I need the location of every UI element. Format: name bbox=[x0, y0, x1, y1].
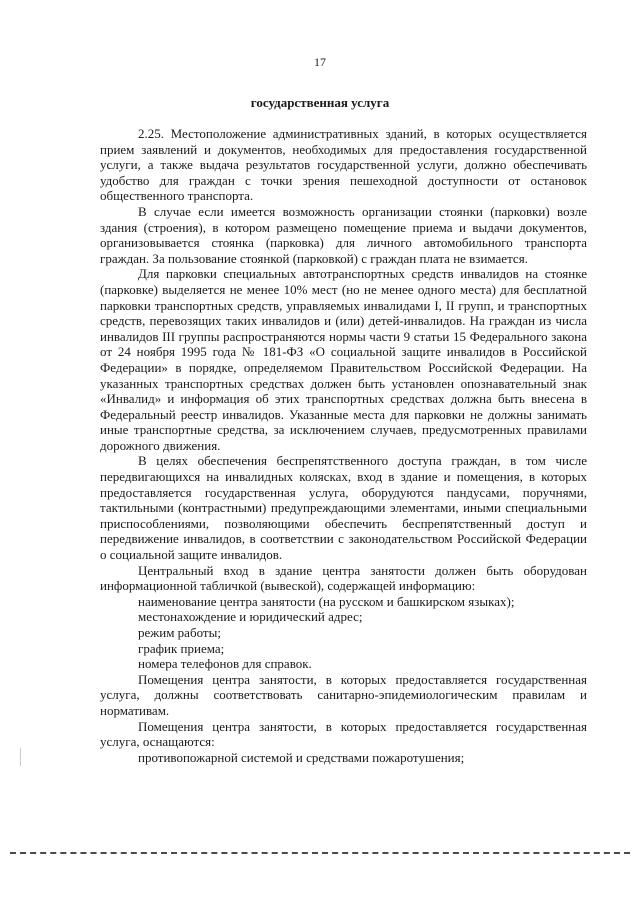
list-item: режим работы; bbox=[138, 625, 221, 640]
list-item: местонахождение и юридический адрес; bbox=[138, 609, 363, 625]
paragraph-location: 2.25. Местоположение административных зданий, в которых осуществляется прием заявлений и документов, необходимых для предоставления государственной услуги, а также выдача результатов государственной услуги, должно обеспечивать удобство для граждан с точки зрения пешеходной доступности от остановок общественного транспорта. bbox=[100, 126, 587, 204]
scan-mark bbox=[20, 748, 21, 766]
list-item: наименование центра занятости (на русском и башкирском языках); bbox=[138, 593, 515, 609]
bottom-dashed-rule bbox=[10, 852, 630, 854]
section-heading: государственная услуга bbox=[250, 95, 390, 110]
list-item: противопожарной системой и средствами пожаротушения; bbox=[138, 749, 465, 765]
paragraph-equipment: Помещения центра занятости, в которых предоставляется государственная услуга, оснащаются: bbox=[100, 718, 587, 750]
list-item: номера телефонов для справок. bbox=[138, 656, 312, 672]
paragraph-accessibility: В целях обеспечения беспрепятственного доступа граждан, в том числе передвигающихся на инвалидных колясках, вход в здание и помещения, в которых предоставляется государственная услуга, оборудуются пандусами, поручнями, тактильными (контрастными) предупреждающими элементами, иными специальными приспособлениями, позволяющими обеспечить беспрепятственный доступ и передвижение инвалидов, в соответствии с законодательством Российской Федерации о социальной защите инвалидов. bbox=[100, 453, 587, 563]
page-number: 17 bbox=[314, 55, 326, 69]
paragraph-entrance-sign: Центральный вход в здание центра занятости должен быть оборудован информационной табличкой (вывеской), содержащей информацию: bbox=[100, 562, 587, 594]
paragraph-disabled-parking: Для парковки специальных автотранспортных средств инвалидов на стоянке (парковке) выделяется не менее 10% мест (но не менее одного места) для бесплатной парковки транспортных средств, управляемых инвалидами I, II групп, и транспортных средств, перевозящих таких инвалидов и (или) детей-инвалидов. На граждан из числа инвалидов III группы распространяются нормы части 9 статьи 15 Федерального закона от 24 ноября 1995 года № 181-ФЗ «О социальной защите инвалидов в Российской Федерации» в порядке, определяемом Правительством Российской Федерации. На указанных транспортных средствах должен быть установлен опознавательный знак «Инвалид» и информация об этих транспортных средствах должна быть внесена в Федеральный реестр инвалидов. Указанные места для парковки не должны занимать иные транспортные средства, за исключением случаев, предусмотренных правилами дорожного движения. bbox=[100, 266, 587, 453]
paragraph-parking: В случае если имеется возможность организации стоянки (парковки) возле здания (строения), в котором размещено помещение приема и выдачи документов, организовывается стоянка (парковка) для личного автомобильного транспорта граждан. За пользование стоянкой (парковкой) с граждан плата не взимается. bbox=[100, 203, 587, 266]
paragraph-sanitary: Помещения центра занятости, в которых предоставляется государственная услуга, должны соответствовать санитарно-эпидемиологическим правилам и нормативам. bbox=[100, 671, 587, 718]
list-item: график приема; bbox=[138, 640, 225, 656]
body-text bbox=[100, 126, 587, 765]
